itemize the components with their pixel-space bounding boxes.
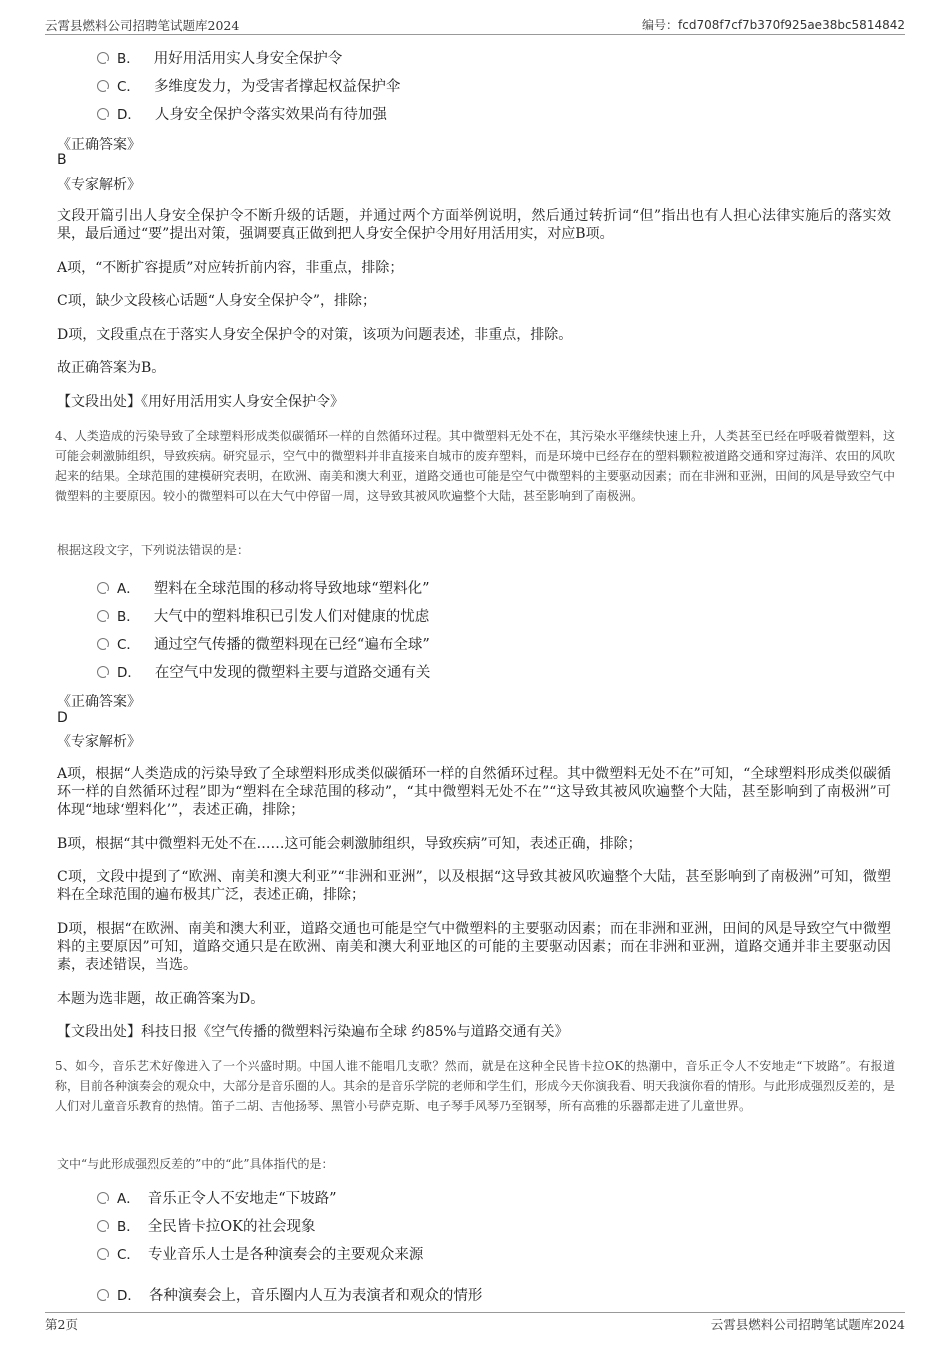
q3-analysis-main: 文段开篇引出人身安全保护令不断升级的话题，并通过两个方面举例说明，然后通过转折词“但”指出也有人担心法律实施后的落实效果，最后通过“要”提出对策，强调要真正做到把人身安全保护令用好用活用实，对应B项。: [57, 208, 891, 242]
q3-option-d[interactable]: D． 人身安全保护令落实效果尚有待加强: [97, 103, 387, 124]
radio-icon[interactable]: [97, 1192, 109, 1204]
q5-option-d[interactable]: D． 各种演奏会上，音乐圈内人互为表演者和观众的情形: [97, 1284, 482, 1305]
q4-option-a[interactable]: A． 塑料在全球范围的移动将导致地球“塑料化”: [97, 577, 430, 598]
q4-conclusion: 本题为选非题，故正确答案为D。: [57, 991, 265, 1007]
radio-icon[interactable]: [97, 1289, 109, 1301]
q4-answer: D: [57, 710, 68, 726]
header-title: 云霄县燃料公司招聘笔试题库2024: [45, 18, 240, 33]
q5-option-b[interactable]: B． 全民皆卡拉OK的社会现象: [97, 1215, 316, 1236]
header-code: 编号：fcd708f7cf7b370f925ae38bc5814842: [642, 18, 905, 32]
q3-analysis-a: A项，“不断扩容提质”对应转折前内容，非重点，排除；: [57, 260, 404, 276]
radio-icon[interactable]: [97, 1248, 109, 1260]
page-header: [45, 14, 905, 35]
radio-icon[interactable]: [97, 638, 109, 650]
q4-option-b[interactable]: B． 大气中的塑料堆积已引发人们对健康的忧虑: [97, 605, 429, 626]
q4-prompt: 根据这段文字，下列说法错误的是：: [57, 543, 250, 557]
q4-option-c[interactable]: C． 通过空气传播的微塑料现在已经“遍布全球”: [97, 633, 430, 654]
q5-option-c[interactable]: C． 专业音乐人士是各种演奏会的主要观众来源: [97, 1243, 423, 1264]
radio-icon[interactable]: [97, 582, 109, 594]
q3-option-b[interactable]: B． 用好用活用实人身安全保护令: [97, 47, 342, 68]
radio-icon[interactable]: [97, 80, 109, 92]
page-number: 第2页: [45, 1317, 78, 1332]
q3-analysis-d: D项，文段重点在于落实人身安全保护令的对策，该项为问题表述，非重点，排除。: [57, 327, 573, 343]
footer-title: 云霄县燃料公司招聘笔试题库2024: [710, 1317, 905, 1332]
radio-icon[interactable]: [97, 666, 109, 678]
q3-answer: B: [57, 152, 67, 168]
q3-conclusion: 故正确答案为B。: [57, 360, 166, 376]
q3-source: 【文段出处】《用好用活用实人身安全保护令》: [57, 394, 344, 410]
q4-analysis-b: B项，根据“其中微塑料无处不在……这可能会刺激肺组织，导致疾病”可知，表述正确，排除；: [57, 836, 642, 852]
q3-option-c[interactable]: C． 多维度发力，为受害者撑起权益保护伞: [97, 75, 400, 96]
q5-prompt: 文中“与此形成强烈反差的”中的“此”具体指代的是：: [57, 1157, 334, 1171]
q4-analysis-label: 《专家解析》: [57, 734, 141, 750]
radio-icon[interactable]: [97, 610, 109, 622]
q4-source: 【文段出处】科技日报《空气传播的微塑料污染遍布全球 约85%与道路交通有关》: [57, 1024, 569, 1040]
q4-analysis-a: A项，根据“人类造成的污染导致了全球塑料形成类似碳循环一样的自然循环过程。其中微塑料无处不在”可知，“全球塑料形成类似碳循环一样的自然循环过程”即为“塑料在全球范围的移动”，“其中微塑料无处不在”“这导致其被风吹遍整个大陆，甚至影响到了南极洲”可体现“地球‘塑料化’”，表述正确，排除；: [57, 766, 891, 818]
q4-answer-label: 《正确答案》: [57, 694, 141, 710]
q3-analysis-label: 《专家解析》: [57, 177, 141, 193]
q4-option-d[interactable]: D． 在空气中发现的微塑料主要与道路交通有关: [97, 661, 430, 682]
q5-passage: 5、如今，音乐艺术好像进入了一个兴盛时期。中国人谁不能唱几支歌？然而，就是在这种全民皆卡拉OK的热潮中，音乐正令人不安地走“下坡路”。有报道称，目前各种演奏会的观众中，大部分是音乐圈的人。其余的是音乐学院的老师和学生们，形成今天你演我看、明天我演你看的情形。与此形成强烈反差的，是人们对儿童音乐教育的热情。笛子二胡、吉他扬琴、黑管小号萨克斯、电子琴手风琴乃至钢琴，所有高雅的乐器都走进了儿童世界。: [55, 1059, 896, 1113]
radio-icon[interactable]: [97, 1220, 109, 1232]
radio-icon[interactable]: [97, 52, 109, 64]
q3-analysis-c: C项，缺少文段核心话题“人身安全保护令”，排除；: [57, 293, 377, 309]
q4-analysis-d: D项，根据“在欧洲、南美和澳大利亚，道路交通也可能是空气中微塑料的主要驱动因素；而在非洲和亚洲，田间的风是导致空气中微塑料的主要原因”可知，道路交通只是在欧洲、南美和澳大利亚地区的可能的主要驱动因素；而在非洲和亚洲，道路交通并非主要驱动因素，表述错误，当选。: [57, 921, 891, 973]
page-footer: [45, 1312, 905, 1333]
q5-option-a[interactable]: A． 音乐正令人不安地走“下坡路”: [97, 1187, 337, 1208]
radio-icon[interactable]: [97, 108, 109, 120]
q4-passage: 4、人类造成的污染导致了全球塑料形成类似碳循环一样的自然循环过程。其中微塑料无处不在，其污染水平继续快速上升，人类甚至已经在呼吸着微塑料，这可能会刺激肺组织，导致疾病。研究显示，空气中的微塑料并非直接来自城市的废弃塑料，而是环境中已经存在的塑料颗粒被道路交通和穿过海洋、农田的风吹起来的结果。全球范围的建模研究表明，在欧洲、南美和澳大利亚，道路交通也可能是空气中微塑料的主要驱动因素；而在非洲和亚洲，田间的风是导致空气中微塑料的主要原因。较小的微塑料可以在大气中停留一周，这导致其被风吹遍整个大陆，甚至影响到了南极洲。: [55, 429, 896, 503]
q4-analysis-c: C项，文段中提到了“欧洲、南美和澳大利亚”“非洲和亚洲”，以及根据“这导致其被风吹遍整个大陆，甚至影响到了南极洲”可知，微塑料在全球范围的遍布极其广泛，表述正确，排除；: [57, 869, 891, 903]
q3-answer-label: 《正确答案》: [57, 137, 141, 153]
